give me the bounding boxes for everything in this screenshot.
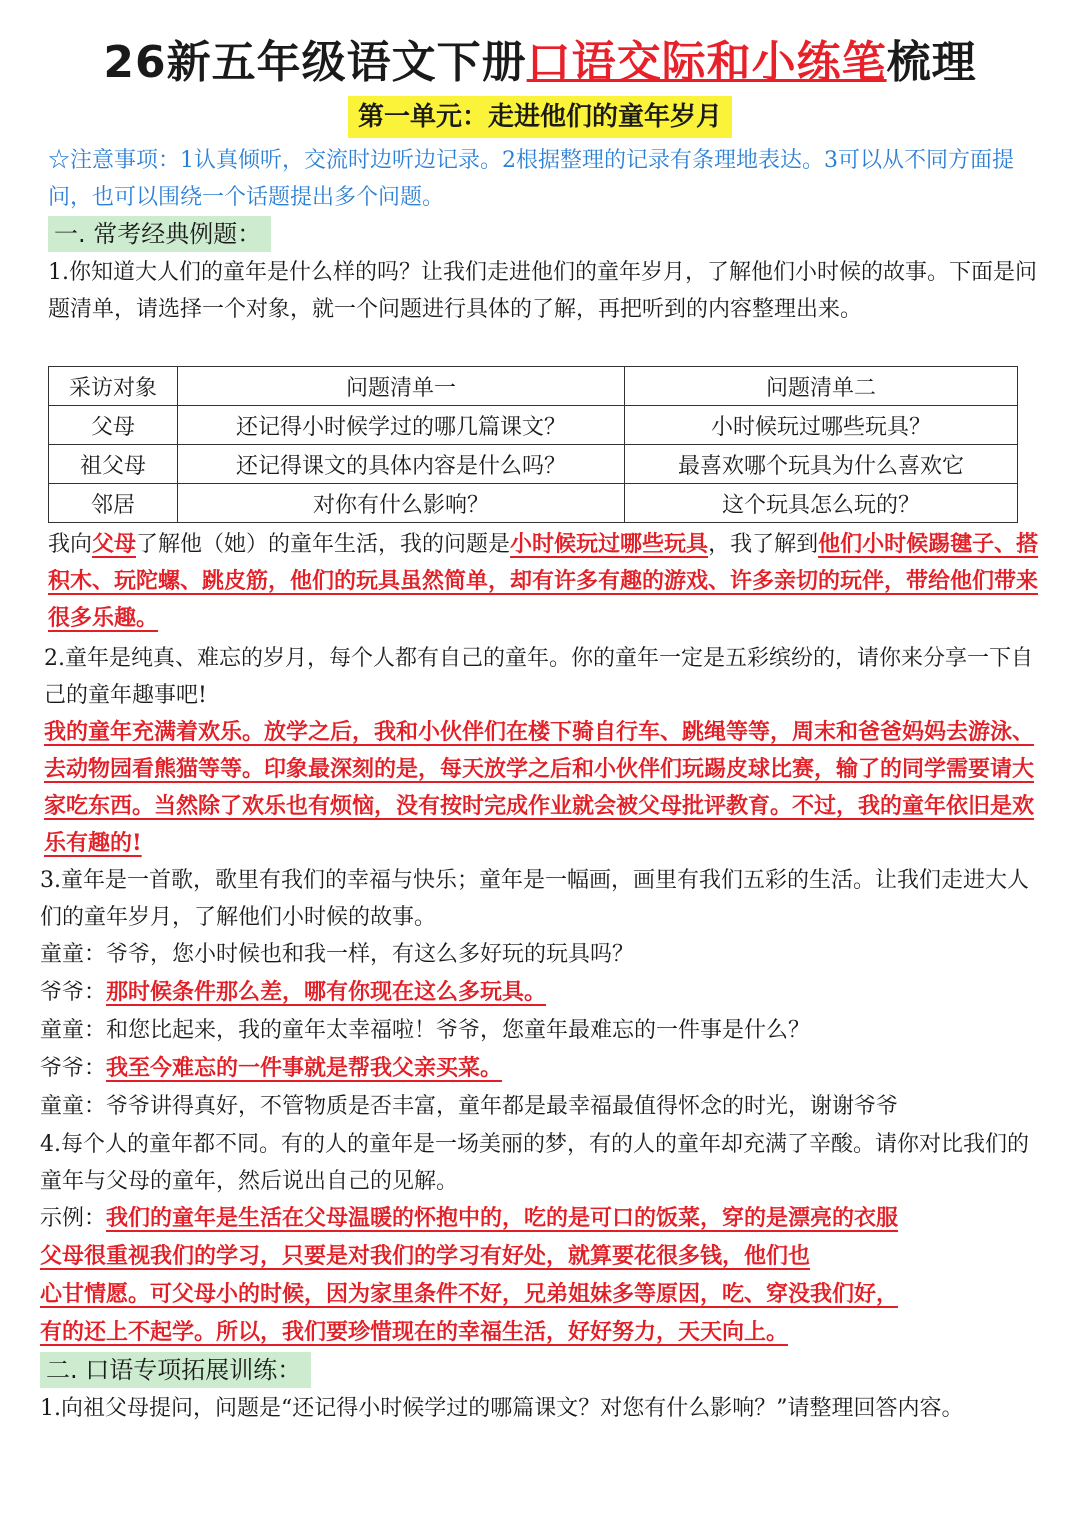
table-cell: 这个玩具怎么玩的？ [625,484,1018,523]
dialog-answer: 那时候条件那么差，哪有你现在这么多玩具。 [106,979,547,1005]
question-2: 2.童年是纯真、难忘的岁月，每个人都有自己的童年。你的童年一定是五彩缤纷的，请你来分享一下自己的童年趣事吧! [44,646,1033,708]
dialog-speaker: 童童： [40,942,107,967]
dialog-speaker: 童童： [40,1094,107,1119]
answer-1-fill: 父母 [92,531,137,557]
section-heading-training: 二. 口语专项拓展训练： [40,1352,311,1388]
dialog-line [40,974,1040,1011]
dialog-text: 爷爷讲得真好，不管物质是否丰富，童年都是最幸福最值得怀念的时光，谢谢爷爷 [106,1094,899,1119]
table-row [49,406,1018,445]
table-row [49,484,1018,523]
table-cell: 最喜欢哪个玩具为什么喜欢它 [625,445,1018,484]
table-cell: 父母 [49,406,178,445]
unit-heading-row [0,96,1080,138]
title-suffix: 梳理 [886,37,977,88]
question-3: 3.童年是一首歌，歌里有我们的幸福与快乐；童年是一幅画，画里有我们五彩的生活。让我们走进大人们的童年岁月，了解他们小时候的故事。 [40,868,1029,930]
table-header: 问题清单二 [625,367,1018,406]
answer-4-line [40,1200,1040,1237]
unit-title: 第一单元：走进他们的童年岁月 [348,96,732,138]
question-table [48,366,1018,523]
dialog-line [40,1012,1040,1049]
table-cell: 邻居 [49,484,178,523]
answer-4-line [40,1238,1040,1275]
dialog-speaker: 童童： [40,1018,107,1043]
answer-4-text: 心甘情愿。可父母小的时候，因为家里条件不好，兄弟姐妹多等原因，吃、穿没我们好， [40,1281,899,1307]
dialog-text: 爷爷，您小时候也和我一样，有这么多好玩的玩具吗？ [106,942,635,967]
table-row [49,445,1018,484]
table-cell: 还记得小时候学过的哪几篇课文？ [178,406,625,445]
answer-1-fill: 他们小时候踢毽子、搭积木、玩陀螺、跳皮筋，他们的玩具虽然简单，却有许多有趣的游戏、许多亲切的玩伴，带给他们带来很多乐趣。 [48,531,1039,631]
answer-1-text: 我向 [48,532,93,557]
table-header-row [49,367,1018,406]
answer-1-text: ，我了解到 [708,532,819,557]
notice-text: ☆注意事项：1认真倾听，交流时边听边记录。2根据整理的记录有条理地表达。3可以从不同方面提问，也可以围绕一个话题提出多个问题。 [48,148,1014,210]
title-highlight: 口语交际和小练笔 [526,37,887,88]
dialog-line [40,1050,1040,1087]
table-cell: 对你有什么影响？ [178,484,625,523]
table-header: 采访对象 [49,367,178,406]
table-cell: 小时候玩过哪些玩具？ [625,406,1018,445]
answer-2 [44,714,1040,862]
answer-2-text: 我的童年充满着欢乐。放学之后，我和小伙伴们在楼下骑自行车、跳绳等等，周末和爸爸妈妈去游泳、去动物园看熊猫等等。印象最深刻的是，每天放学之后和小伙伴们玩踢皮球比赛，输了的同学需要请大家吃东西。当然除了欢乐也有烦恼，没有按时完成作业就会被父母批评教育。不过，我的童年依旧是欢乐有趣的! [44,719,1035,856]
question-1: 1.你知道大人们的童年是什么样的吗？让我们走进他们的童年岁月，了解他们小时候的故事。下面是问题清单，请选择一个对象，就一个问题进行具体的了解，再把听到的内容整理出来。 [48,260,1037,322]
answer-1 [48,526,1040,637]
dialog-answer: 我至今难忘的一件事就是帮我父亲买菜。 [106,1055,503,1081]
page-title [0,28,1080,98]
answer-4-text: 父母很重视我们的学习，只要是对我们的学习有好处，就算要花很多钱，他们也 [40,1243,811,1269]
answer-1-text: 了解他（她）的童年生活，我的问题是 [136,532,511,557]
answer-4-line [40,1314,1040,1351]
dialog-speaker: 爷爷： [40,980,107,1005]
table-cell: 还记得课文的具体内容是什么吗？ [178,445,625,484]
answer-1-fill: 小时候玩过哪些玩具 [510,531,709,557]
dialog-speaker: 爷爷： [40,1056,107,1081]
title-prefix: 26新五年级语文下册 [103,37,527,88]
training-question-1: 1.向祖父母提问，问题是“还记得小时候学过的哪篇课文？对您有什么影响？”请整理回答内容。 [40,1396,964,1421]
dialog-line [40,936,1040,973]
section-heading-examples: 一. 常考经典例题： [48,216,271,252]
dialog-text: 和您比起来，我的童年太幸福啦！爷爷，您童年最难忘的一件事是什么？ [106,1018,811,1043]
answer-4-line [40,1276,1040,1313]
answer-4-text: 有的还上不起学。所以，我们要珍惜现在的幸福生活，好好努力，天天向上。 [40,1319,789,1345]
table-header: 问题清单一 [178,367,625,406]
answer-4-label: 示例： [40,1206,107,1231]
table-cell: 祖父母 [49,445,178,484]
answer-4-text: 我们的童年是生活在父母温暖的怀抱中的，吃的是可口的饭菜，穿的是漂亮的衣服 [106,1205,899,1231]
dialog-line [40,1088,1040,1125]
question-4: 4.每个人的童年都不同。有的人的童年是一场美丽的梦，有的人的童年却充满了辛酸。请你对比我们的童年与父母的童年，然后说出自己的见解。 [40,1132,1029,1194]
